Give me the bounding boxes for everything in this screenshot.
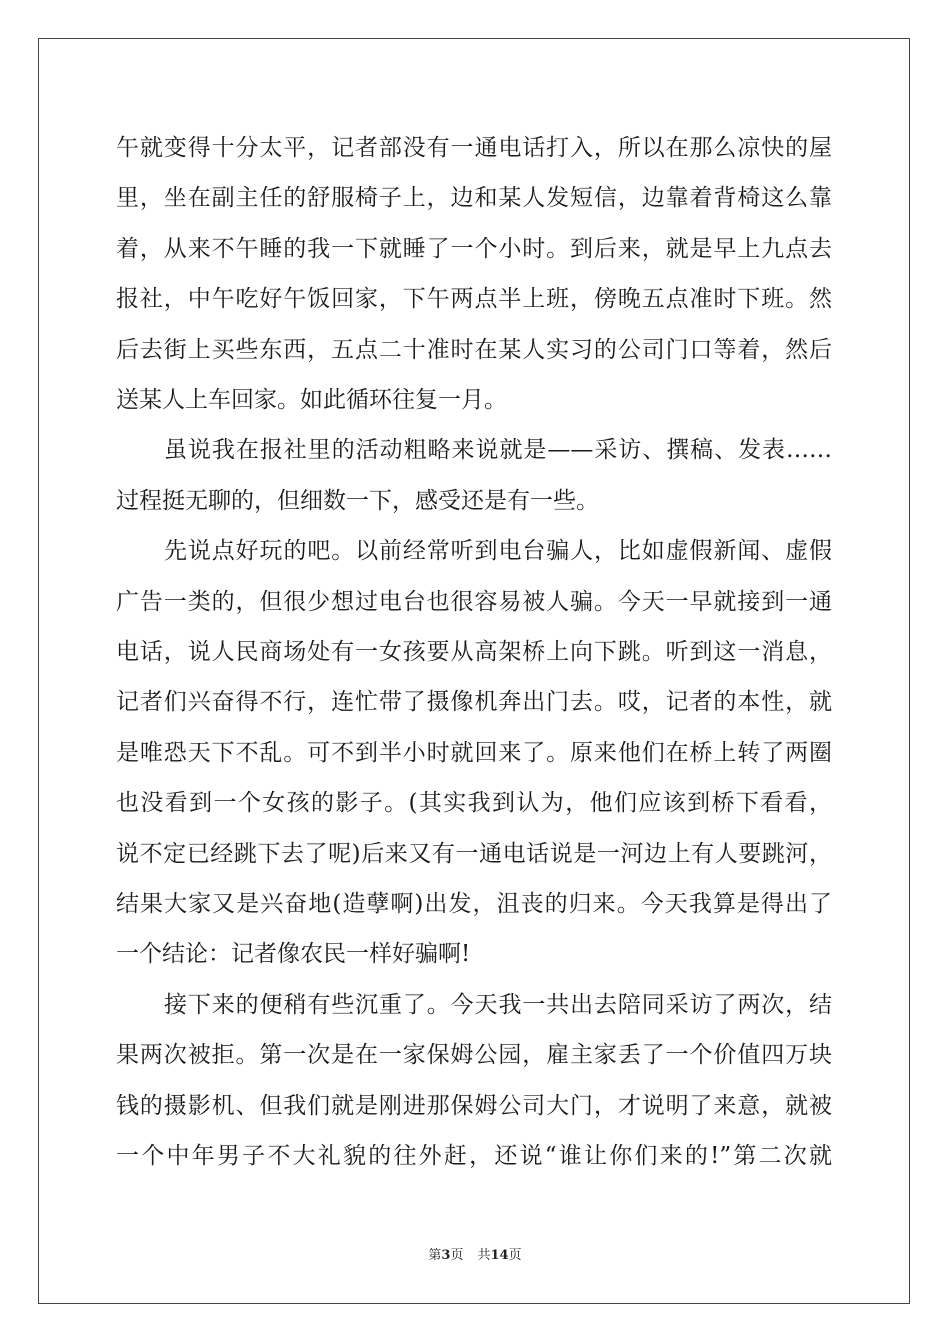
text-line: 也没看到一个女孩的影子。(其实我到认为，他们应该到桥下看看，	[116, 790, 832, 817]
text-line: 午就变得十分太平，记者部没有一通电话打入，所以在那么凉快的屋	[116, 135, 832, 161]
page-footer	[0, 1244, 950, 1263]
text-line: 后去街上买些东西，五点二十准时在某人实习的公司门口等着，然后	[116, 336, 832, 363]
text-line: 送某人上车回家。如此循环往复一月。	[116, 387, 507, 413]
text-line: 虽说我在报社里的活动粗略来说就是——采访、撰稿、发表……	[164, 437, 832, 464]
text-line: 先说点好玩的吧。以前经常听到电台骗人，比如虚假新闻、虚假	[164, 538, 832, 565]
text-line: 过程挺无聊的，但细数一下，感受还是有一些。	[116, 487, 599, 514]
page-prefix: 第	[428, 1248, 442, 1263]
total-suffix: 页	[508, 1248, 522, 1263]
text-line: 果两次被拒。第一次是在一家保姆公园，雇主家丢了一个价值四万块	[116, 1042, 832, 1069]
text-line: 记者们兴奋得不行，连忙带了摄像机奔出门去。哎，记者的本性，就	[116, 689, 832, 716]
text-line: 钱的摄影机、但我们就是刚进那保姆公司大门，才说明了来意，就被	[116, 1092, 832, 1119]
text-line: 里，坐在副主任的舒服椅子上，边和某人发短信，边靠着背椅这么靠	[116, 185, 832, 212]
total-prefix: 共	[477, 1248, 491, 1263]
text-line: 说不定已经跳下去了呢)后来又有一通电话说是一河边上有人要跳河，	[116, 840, 832, 867]
text-line: 报社，中午吃好午饭回家，下午两点半上班，傍晚五点准时下班。然	[116, 286, 832, 313]
text-line: 结果大家又是兴奋地(造孽啊)出发，沮丧的归来。今天我算是得出了	[116, 891, 832, 917]
text-line: 一个中年男子不大礼貌的往外赶，还说“谁让你们来的!”第二次就	[116, 1143, 832, 1169]
text-line: 着，从来不午睡的我一下就睡了一个小时。到后来，就是早上九点去	[116, 235, 832, 262]
text-line: 是唯恐天下不乱。可不到半小时就回来了。原来他们在桥上转了两圈	[116, 739, 832, 766]
page-suffix: 页	[450, 1248, 464, 1263]
text-line: 接下来的便稍有些沉重了。今天我一共出去陪同采访了两次，结	[164, 991, 832, 1018]
text-line: 一个结论：记者像农民一样好骗啊!	[116, 941, 471, 968]
page-number: 3	[441, 1248, 451, 1263]
text-line: 电话，说人民商场处有一女孩要从高架桥上向下跳。听到这一消息，	[116, 639, 832, 665]
total-pages: 14	[490, 1248, 509, 1263]
text-line: 广告一类的，但很少想过电台也很容易被人骗。今天一早就接到一通	[116, 588, 832, 615]
